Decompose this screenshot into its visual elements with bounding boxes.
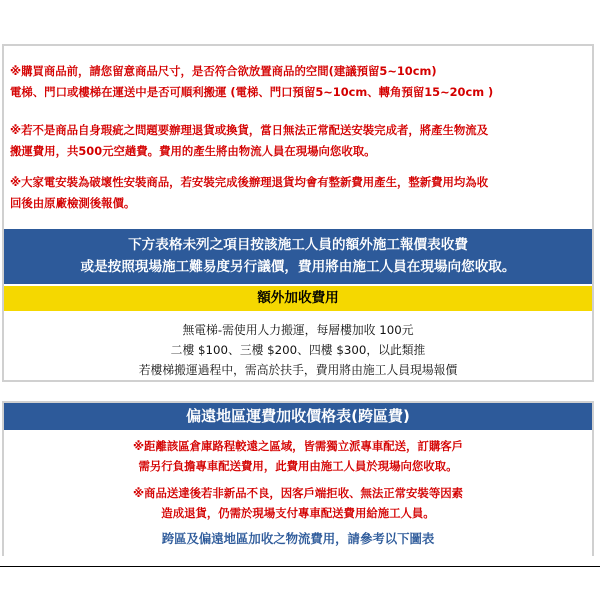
remote-line: ※距離該區倉庫路程較遠之區域，皆需獨立派專車配送，訂購客戶 <box>132 439 463 453</box>
return-fee-notice <box>10 120 586 162</box>
notice-line: 搬運費用，共500元空趟費。費用的產生將由物流人員在現場向您收取。 <box>10 144 376 158</box>
fee-line: 二樓 $100、三樓 $200、四樓 $300，以此類推 <box>170 343 426 357</box>
remote-line: 需另行負擔專車配送費用，此費用由施工人員於現場向您收取。 <box>138 459 458 473</box>
notice-line: 電梯、門口或樓梯在運送中是否可順利搬運 (電梯、門口預留5~10cm、轉角預留15~20cm ) <box>10 85 494 99</box>
remote-area-panel <box>2 401 594 556</box>
refurbish-fee-notice <box>10 172 586 214</box>
install-fee-header <box>4 229 592 284</box>
dedicated-delivery-note <box>4 436 592 476</box>
remote-line: 造成退貨，仍需於現場支付專車配送費用給施工人員。 <box>161 506 435 520</box>
size-notice <box>10 61 586 103</box>
remote-area-title: 偏遠地區運費加收價格表(跨區費) <box>4 403 592 430</box>
remote-line: ※商品送達後若非新品不良，因客戶端拒收、無法正常安裝等因素 <box>132 486 463 500</box>
notice-line: 回後由原廠檢測後報價。 <box>10 196 136 210</box>
fee-line: 若樓梯搬運過程中，需高於扶手，費用將由施工人員現場報價 <box>138 363 458 377</box>
fee-line: 無電梯-需使用人力搬運，每層樓加收 100元 <box>182 323 414 337</box>
header-line: 或是按照現場施工難易度另行議價，費用將由施工人員在現場向您收取。 <box>80 259 516 275</box>
extra-fee-list <box>4 320 592 380</box>
notice-line: ※購買商品前，請您留意商品尺寸，是否符合欲放置商品的空間(建議預留5~10cm) <box>10 64 437 78</box>
refer-chart-note: 跨區及偏遠地區加收之物流費用，請參考以下圖表 <box>161 531 435 546</box>
rejection-fee-note <box>4 483 592 523</box>
bottom-divider <box>0 566 600 567</box>
header-line: 下方表格未列之項目按該施工人員的額外施工報價表收費 <box>128 237 468 253</box>
notice-line: ※若不是商品自身瑕疵之問題要辦理退貨或換貨，當日無法正常配送安裝完成者，將產生物流及 <box>10 123 489 137</box>
extra-fee-title: 額外加收費用 <box>4 286 592 311</box>
notice-line: ※大家電安裝為破壞性安裝商品，若安裝完成後辦理退貨均會有整新費用產生，整新費用均為收 <box>10 175 489 189</box>
purchase-notice-panel <box>2 44 594 382</box>
